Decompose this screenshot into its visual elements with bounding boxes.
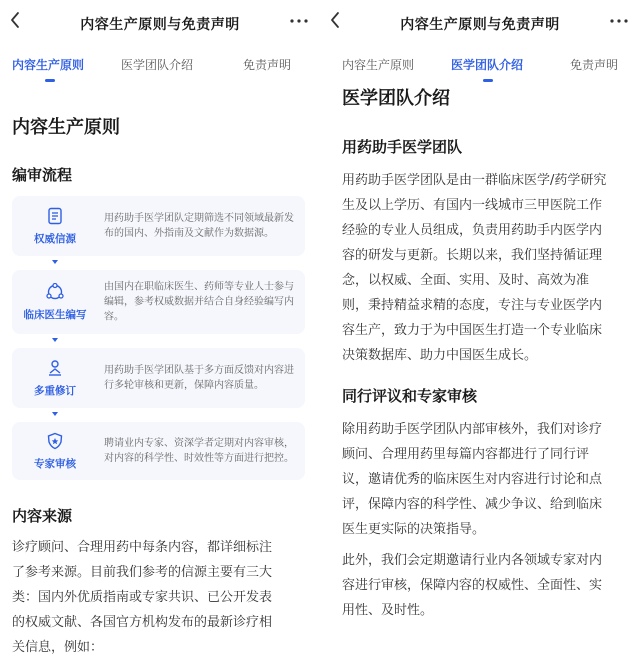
step-label: 权威信源 xyxy=(34,232,76,245)
text-line: 念，以权威、全面、实用、及时、高效为准 xyxy=(342,273,590,288)
document-list-icon xyxy=(46,207,64,225)
page-title: 医学团队介绍 xyxy=(342,88,450,109)
step-card xyxy=(12,348,305,408)
tab-content-principles[interactable]: 内容生产原则 xyxy=(12,58,85,72)
step-description: 由国内在职临床医生、药师等专业人士参与编辑，参考权威数据并结合自身经验编写内容。 xyxy=(104,281,294,323)
step-badge xyxy=(12,422,98,480)
step-badge xyxy=(12,270,98,334)
page-title: 内容生产原则 xyxy=(12,117,120,138)
content-source-paragraph xyxy=(12,535,307,660)
text-line: 容的研发与更新。长期以来，我们坚持循证理 xyxy=(342,248,603,263)
step-card xyxy=(12,270,305,334)
step-label: 专家审核 xyxy=(34,457,76,470)
more-button[interactable] xyxy=(288,10,310,32)
text-line: 议，邀请优秀的临床医生对内容进行讨论和点 xyxy=(342,472,603,487)
text-line: 除用药助手医学团队内部审核外，我们对诊疗 xyxy=(342,422,603,437)
more-button[interactable] xyxy=(608,10,630,32)
text-line: 容进行审核，保障内容的权威性、全面性、实 xyxy=(342,578,603,593)
step-description: 用药助手医学团队基于多方面反馈对内容进行多轮审核和更新，保障内容质量。 xyxy=(104,365,294,391)
flow-connector xyxy=(12,256,98,270)
more-dots-icon xyxy=(608,10,630,32)
tab-bar xyxy=(320,50,640,86)
nav-title: 内容生产原则与免责声明 xyxy=(80,17,240,33)
team-paragraph xyxy=(342,168,634,368)
team-circle-icon xyxy=(45,283,65,301)
text-line: 经验的专业人员组成，负责用药助手内医学内 xyxy=(342,223,603,238)
text-line: 类：国内外优质指南或专家共识、已公开发表 xyxy=(12,590,273,605)
tab-disclaimer[interactable]: 免责声明 xyxy=(243,58,292,72)
nav-bar xyxy=(0,0,320,44)
peer-review-title: 同行评议和专家审核 xyxy=(342,387,478,405)
tab-content-principles[interactable]: 内容生产原则 xyxy=(342,58,415,72)
peer-review-paragraph xyxy=(342,417,634,542)
nav-title: 内容生产原则与免责声明 xyxy=(400,17,560,33)
text-line: 诊疗顾问、合理用药中每条内容，都详细标注 xyxy=(12,540,273,555)
text-line: 则，秉持精益求精的态度，专注与专业医学内 xyxy=(342,298,603,313)
text-line: 容生产，致力于为中国医生打造一个专业临床 xyxy=(342,323,603,338)
tab-medical-team[interactable]: 医学团队介绍 xyxy=(121,58,194,72)
extra-paragraph xyxy=(342,548,634,623)
text-line: 用性、及时性。 xyxy=(342,603,434,618)
person-stand-icon xyxy=(46,359,64,377)
text-line: 医生更实际的决策指导。 xyxy=(342,522,486,537)
review-flow xyxy=(12,196,305,480)
right-screen xyxy=(320,0,640,661)
text-line: 顾问、合理用药里每篇内容都进行了同行评 xyxy=(342,447,590,462)
text-line: 生及以上学历、有国内一线城市三甲医院工作 xyxy=(342,198,603,213)
review-process-title: 编审流程 xyxy=(12,166,73,184)
tab-medical-team[interactable]: 医学团队介绍 xyxy=(451,58,524,72)
flow-connector xyxy=(12,334,98,348)
more-dots-icon xyxy=(288,10,310,32)
step-card xyxy=(12,196,305,256)
step-card xyxy=(12,422,305,480)
step-description: 聘请业内专家、资深学者定期对内容审核，对内容的科学性、时效性等方面进行把控。 xyxy=(104,438,294,464)
arrow-down-icon xyxy=(52,411,58,417)
shield-star-icon xyxy=(46,432,64,450)
text-line: 了参考来源。目前我们参考的信源主要有三大 xyxy=(12,565,273,580)
text-line: 此外，我们会定期邀请行业内各领域专家对内 xyxy=(342,553,603,568)
tab-active-indicator xyxy=(45,79,55,82)
step-label: 临床医生编写 xyxy=(23,308,87,321)
arrow-down-icon xyxy=(52,337,58,343)
text-line: 决策数据库、助力中国医生成长。 xyxy=(342,348,538,363)
nav-bar xyxy=(320,0,640,44)
flow-connector xyxy=(12,408,98,422)
step-description: 用药助手医学团队定期筛选不同领域最新发布的国内、外指南及文献作为数据源。 xyxy=(104,213,294,239)
text-line: 用药助手医学团队是由一群临床医学/药学研究 xyxy=(342,173,607,188)
team-section-title: 用药助手医学团队 xyxy=(342,138,463,156)
tab-bar xyxy=(0,50,320,86)
step-badge xyxy=(12,348,98,408)
text-line: 的权威文献、各国官方机构发布的最新诊疗相 xyxy=(12,615,273,630)
step-label: 多重修订 xyxy=(34,384,76,397)
step-badge xyxy=(12,196,98,256)
content-source-title: 内容来源 xyxy=(12,507,73,525)
tab-disclaimer[interactable]: 免责声明 xyxy=(570,58,619,72)
tab-active-indicator xyxy=(483,79,493,82)
text-line: 评，保障内容的科学性、减少争议、给到临床 xyxy=(342,497,603,512)
arrow-down-icon xyxy=(52,259,58,265)
text-line: 关信息，例如： xyxy=(12,640,104,655)
